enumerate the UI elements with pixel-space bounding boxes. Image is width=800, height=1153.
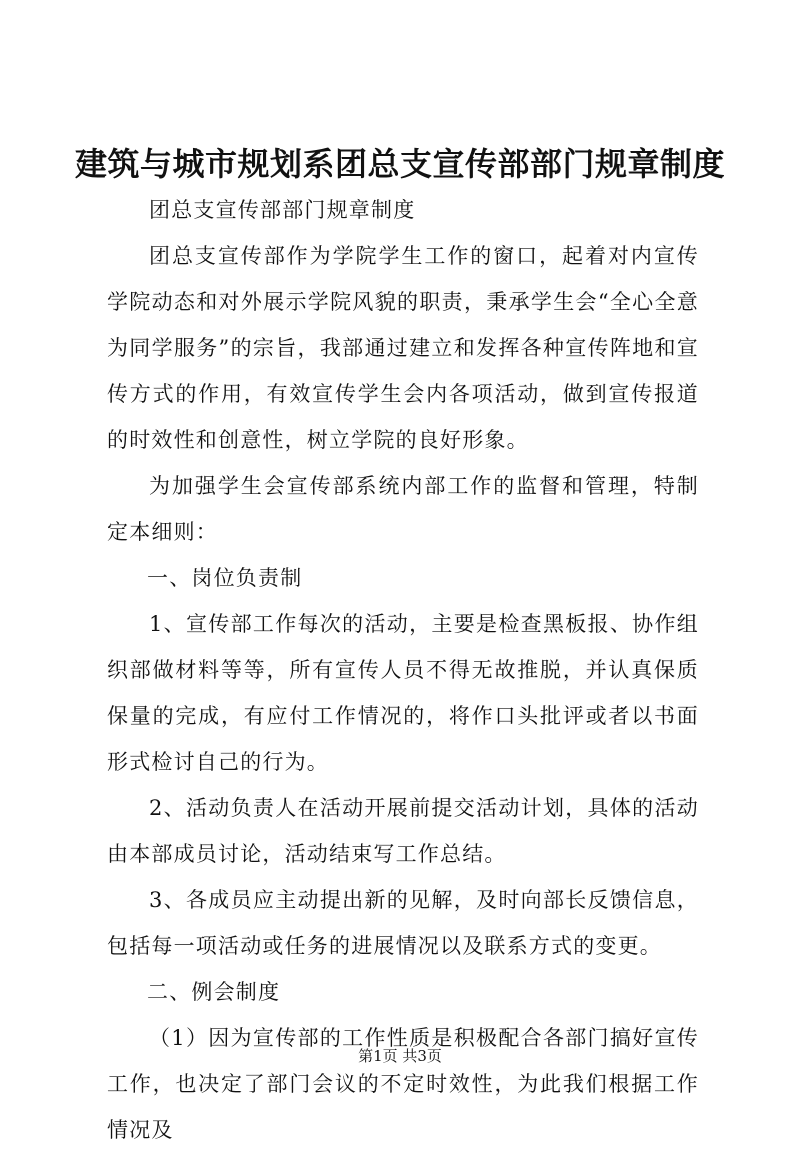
intro-paragraph: 团总支宣传部作为学院学生工作的窗口，起着对内宣传学院动态和对外展示学院风貌的职责，秉承学生会“全心全意为同学服务”的宗旨，我部通过建立和发挥各种宣传阵地和宣传方式的作用，有效宣传学生会内各项活动，做到宣传报道的时效性和创意性，树立学院的良好形象。 <box>107 244 699 452</box>
section-heading-1: 一、岗位负责制 <box>147 566 303 590</box>
section-heading-2: 二、例会制度 <box>147 980 281 1004</box>
document-title: 建筑与城市规划系团总支宣传部部门规章制度 <box>74 145 725 183</box>
purpose-paragraph: 为加强学生会宣传部系统内部工作的监督和管理，特制定本细则： <box>107 474 699 544</box>
meeting-rule-paragraph-1: （1）因为宣传部的工作性质是积极配合各部门搞好宣传工作，也决定了部门会议的不定时效性，为此我们根据工作情况及 <box>107 1026 699 1142</box>
rule-paragraph-1: 1、宣传部工作每次的活动，主要是检查黑板报、协作组织部做材料等等，所有宣传人员不得无故推脱，并认真保质保量的完成，有应付工作情况的，将作口头批评或者以书面形式检讨自己的行为。 <box>107 612 699 774</box>
page-footer: 第1页 共3页 <box>358 1047 442 1065</box>
subtitle-paragraph: 团总支宣传部部门规章制度 <box>149 198 416 222</box>
rule-paragraph-3: 3、各成员应主动提出新的见解，及时向部长反馈信息，包括每一项活动或任务的进展情况以及联系方式的变更。 <box>107 888 699 958</box>
document-body <box>107 187 699 1153</box>
rule-paragraph-2: 2、活动负责人在活动开展前提交活动计划，具体的活动由本部成员讨论，活动结束写工作总结。 <box>107 796 699 866</box>
